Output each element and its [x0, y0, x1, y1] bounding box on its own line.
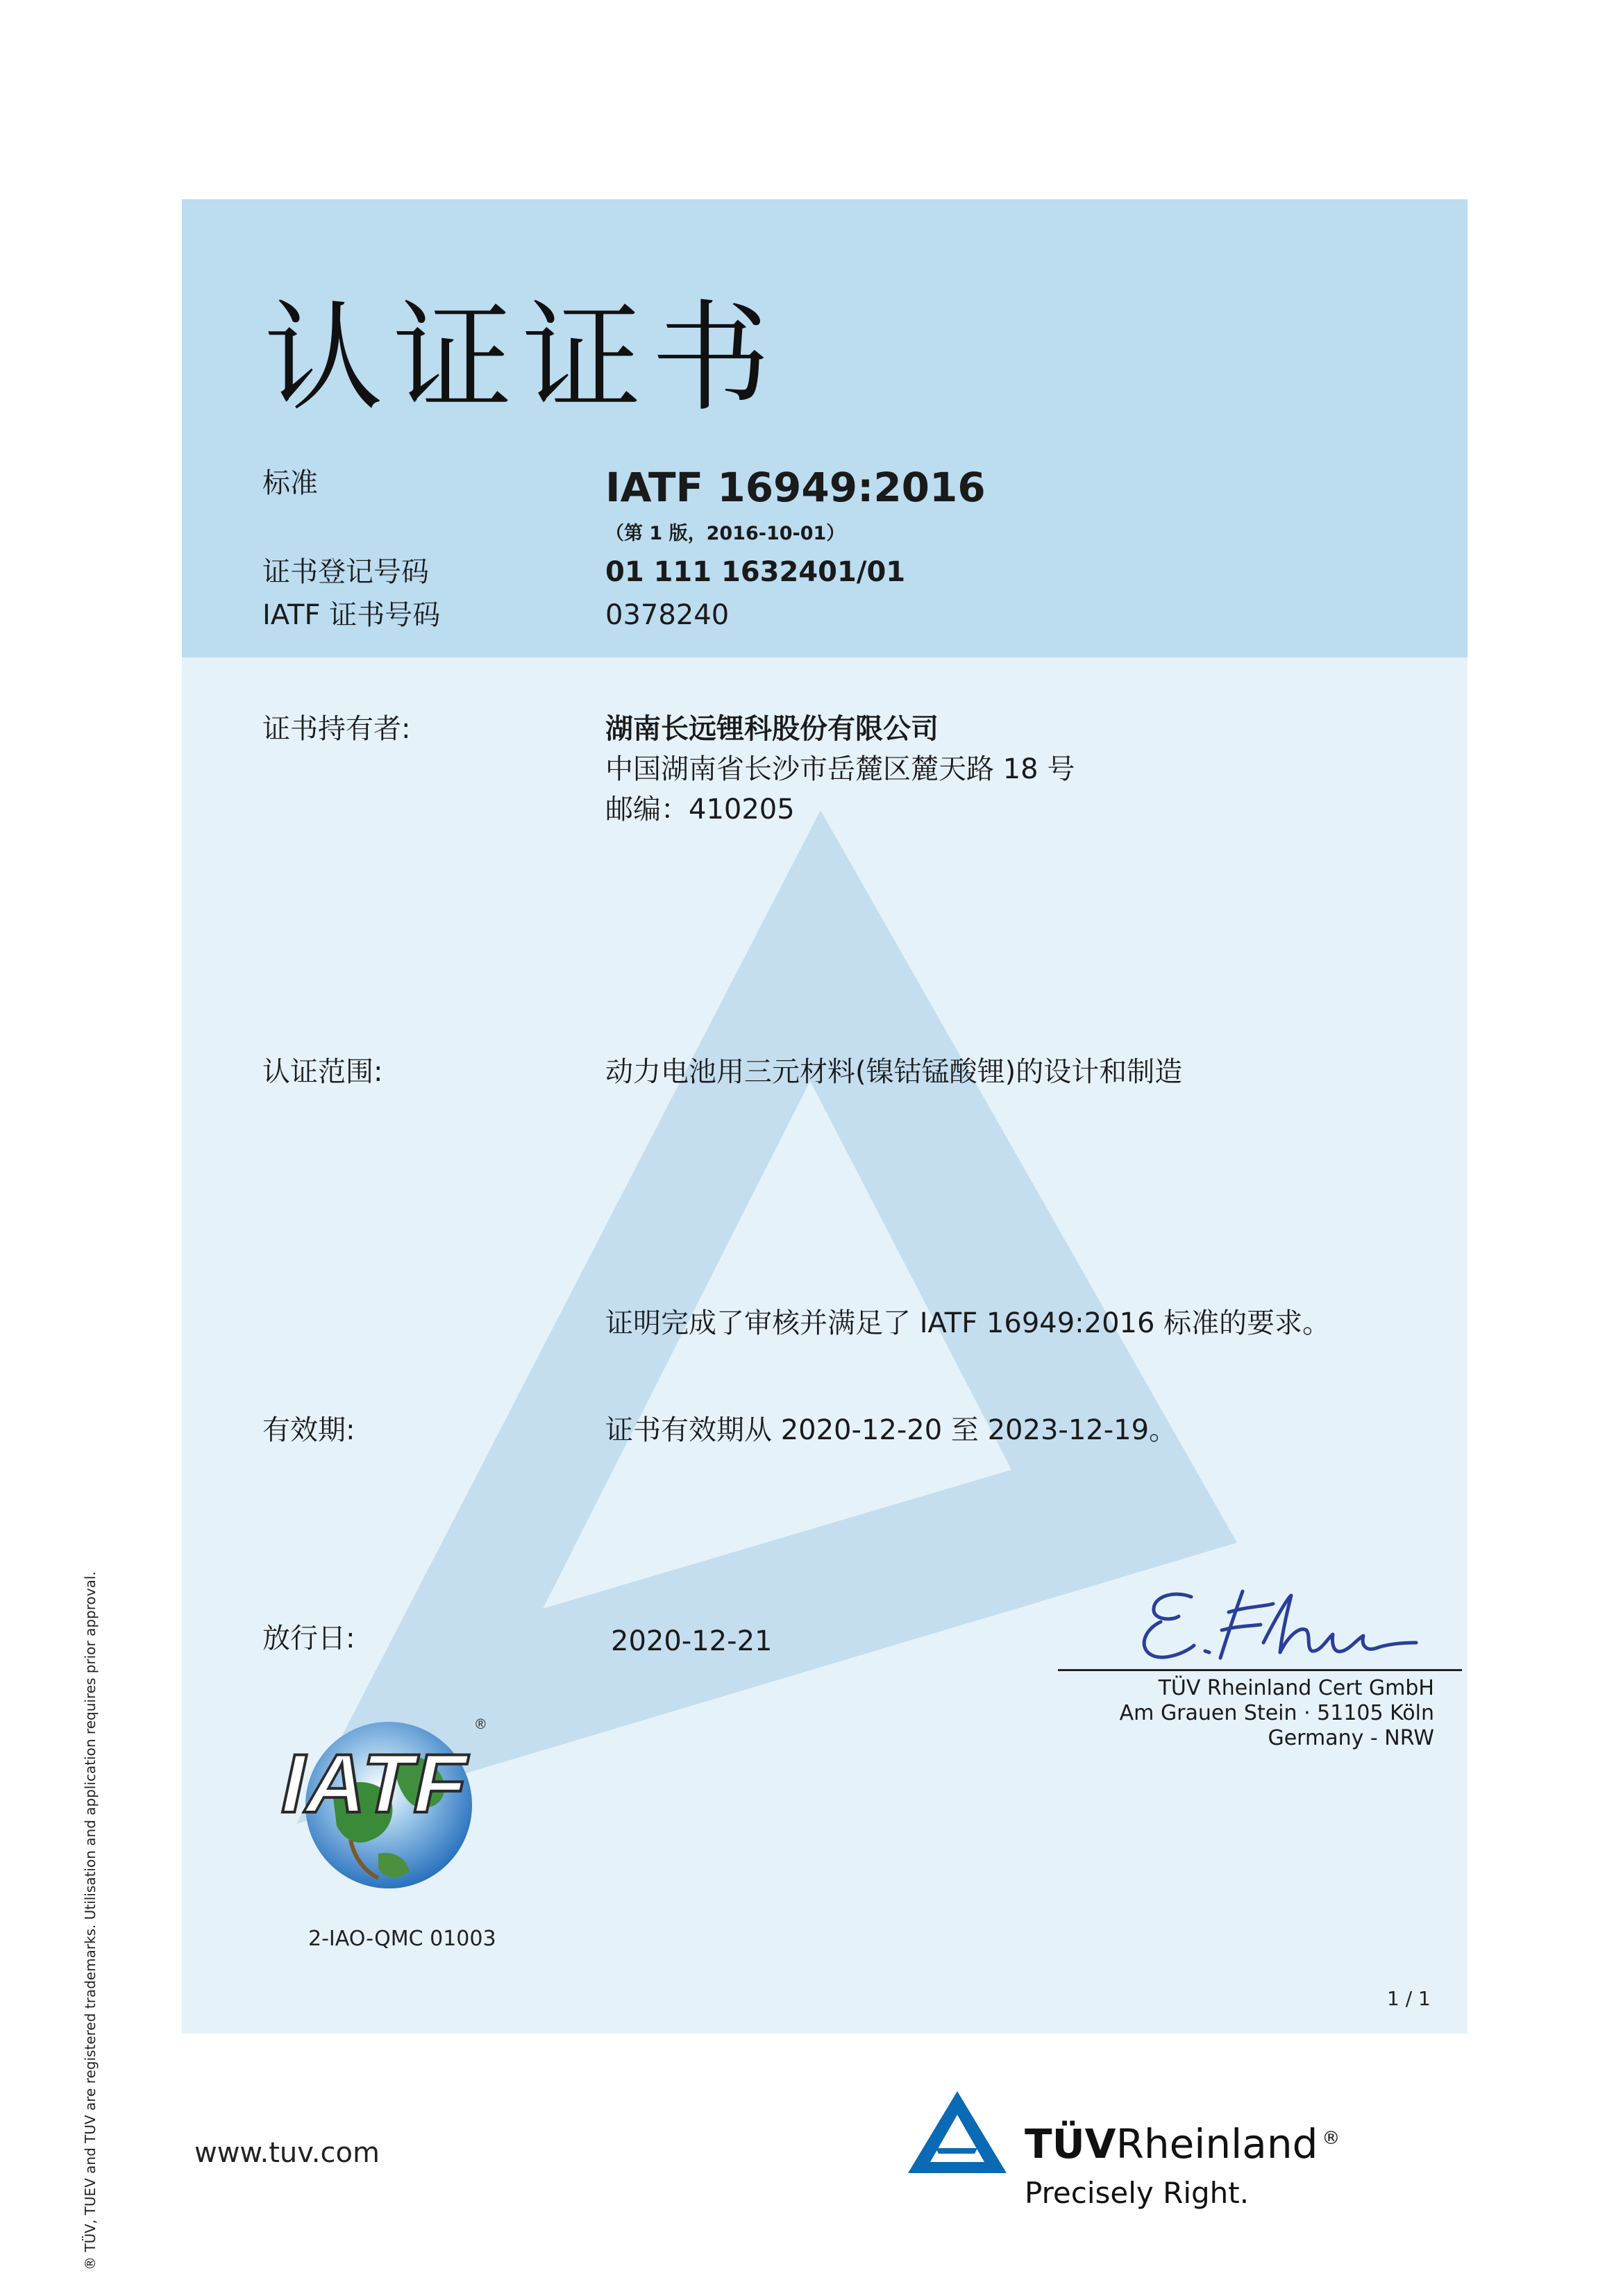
issue-date-label: 放行日: — [262, 1623, 355, 1654]
page-number: 1 / 1 — [1387, 1987, 1431, 2010]
scope-value: 动力电池用三元材料(镍钴锰酸锂)的设计和制造 — [605, 1056, 1183, 1088]
registration-no-value: 01 111 1632401/01 — [605, 556, 906, 588]
issuer-street: Am Grauen Stein · 51105 Köln — [1119, 1701, 1434, 1725]
iatf-logo-text: IATF — [273, 1736, 478, 1830]
registration-no-label: 证书登记号码 — [262, 556, 429, 588]
validity-value: 证书有效期从 2020-12-20 至 2023-12-19。 — [605, 1414, 1177, 1446]
iatf-logo-code: 2-IAO-QMC 01003 — [308, 1927, 496, 1951]
trademark-side-note: ® TÜV, TUEV and TUV are registered trademarks. Utilisation and application requires prior approval. — [82, 1571, 99, 2270]
standard-label: 标准 — [262, 467, 318, 499]
iatf-no-value: 0378240 — [605, 599, 730, 631]
holder-postcode: 邮编：410205 — [605, 794, 795, 826]
iatf-globe-logo — [267, 1701, 489, 1902]
signature-line — [1058, 1669, 1462, 1671]
validity-label: 有效期: — [262, 1414, 355, 1446]
tuv-registered-mark: ® — [1322, 2127, 1340, 2149]
standard-version: （第 1 版，2016-10-01） — [605, 523, 846, 544]
iatf-no-label: IATF 证书号码 — [262, 599, 441, 631]
certificate-title: 认证证书 — [264, 288, 780, 428]
scope-label: 认证范围: — [262, 1056, 383, 1088]
compliance-statement: 证明完成了审核并满足了 IATF 16949:2016 标准的要求。 — [605, 1307, 1331, 1339]
tuv-brand-name — [1025, 2120, 1340, 2168]
holder-address: 中国湖南省长沙市岳麓区麓天路 18 号 — [605, 753, 1075, 785]
tuv-slogan: Precisely Right. — [1025, 2176, 1250, 2210]
holder-company: 湖南长远锂科股份有限公司 — [605, 713, 939, 745]
issue-date-value: 2020-12-21 — [611, 1625, 773, 1657]
svg-text:®: ® — [476, 1717, 486, 1732]
tuv-triangle-logo-icon — [908, 2091, 1007, 2173]
issuer-region: Germany - NRW — [1268, 1726, 1434, 1750]
standard-name: IATF 16949:2016 — [605, 464, 986, 511]
footer-url[interactable]: www.tuv.com — [194, 2137, 380, 2169]
holder-label: 证书持有者: — [262, 713, 411, 745]
signature — [1125, 1576, 1451, 1673]
tuv-brand-bold: TÜV — [1025, 2120, 1116, 2168]
tuv-brand-rest: Rheinland — [1116, 2120, 1318, 2168]
issuer-name: TÜV Rheinland Cert GmbH — [1158, 1676, 1434, 1700]
